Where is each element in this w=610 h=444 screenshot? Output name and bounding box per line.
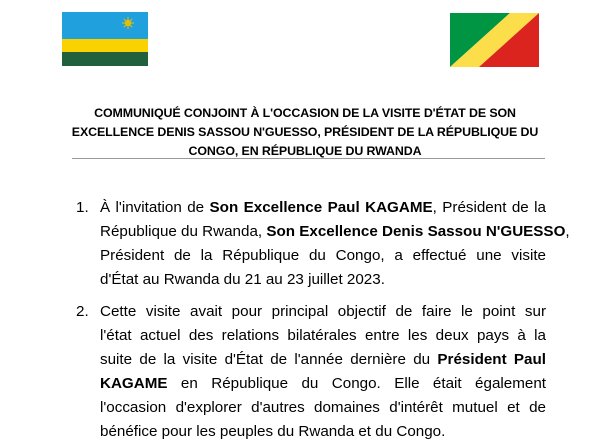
rwanda-flag-icon bbox=[62, 12, 148, 66]
communique-title-line: EXCELLENCE DENIS SASSOU N'GUESSO, PRÉSIDENT DE LA RÉPUBLIQUE DU bbox=[71, 125, 539, 139]
paragraph-line bbox=[100, 372, 546, 396]
communique-title-line: COMMUNIQUÉ CONJOINT À L'OCCASION DE LA VISITE D'ÉTAT DE SON bbox=[94, 106, 516, 120]
text-run: l'occasion d'explorer d'autres domaines d'intérêt mutuel et de bbox=[100, 399, 546, 416]
paragraph-line bbox=[100, 348, 546, 372]
bold-text: Son Excellence Paul KAGAME bbox=[209, 199, 433, 216]
text-run: , bbox=[565, 223, 570, 240]
paragraph-body bbox=[100, 196, 570, 292]
text-run: Président de la République du Congo, a effectué une visite bbox=[100, 247, 546, 264]
paragraph-number: 2. bbox=[76, 303, 89, 320]
paragraph-2 bbox=[76, 300, 546, 444]
bold-text: Président Paul bbox=[437, 351, 546, 368]
title-divider bbox=[72, 158, 545, 159]
text-run: République du Rwanda, bbox=[100, 223, 267, 240]
paragraph-line bbox=[100, 420, 546, 444]
paragraph-1 bbox=[76, 196, 570, 292]
communique-title-line: CONGO, EN RÉPUBLIQUE DU RWANDA bbox=[188, 144, 422, 158]
congo-flag-icon bbox=[450, 13, 539, 67]
paragraph-body bbox=[100, 300, 546, 444]
text-run: À l'invitation de bbox=[100, 199, 210, 216]
paragraph-line bbox=[100, 244, 546, 268]
text-run: bénéfice pour les peuples du Rwanda et du Congo. bbox=[100, 423, 446, 440]
paragraph-line bbox=[100, 196, 546, 220]
communique-title bbox=[70, 104, 540, 161]
text-run: en République du Congo. Elle était également bbox=[167, 375, 546, 392]
bold-text: Son Excellence Denis Sassou N'GUESSO bbox=[266, 223, 566, 240]
text-run: l'état actuel des relations bilatérales entre les deux pays à la bbox=[100, 327, 546, 344]
paragraph-line bbox=[100, 268, 546, 292]
rwanda-flag-sun-icon bbox=[122, 17, 134, 29]
rwanda-flag-blue-band bbox=[62, 12, 148, 39]
rwanda-flag-yellow-band bbox=[62, 39, 148, 52]
text-run: suite de la visite d'État de l'année dernière du bbox=[100, 351, 438, 368]
text-run: d'État au Rwanda du 21 au 23 juillet 2023. bbox=[100, 271, 385, 288]
paragraph-line bbox=[100, 324, 546, 348]
paragraph-line bbox=[100, 300, 546, 324]
rwanda-flag-green-band bbox=[62, 52, 148, 66]
text-run: Cette visite avait pour principal objectif de faire le point sur bbox=[100, 303, 546, 320]
text-run: , Président de la bbox=[432, 199, 546, 216]
paragraph-line bbox=[100, 220, 570, 244]
paragraph-line bbox=[100, 396, 546, 420]
paragraph-number: 1. bbox=[76, 199, 89, 216]
bold-text: KAGAME bbox=[100, 375, 168, 392]
